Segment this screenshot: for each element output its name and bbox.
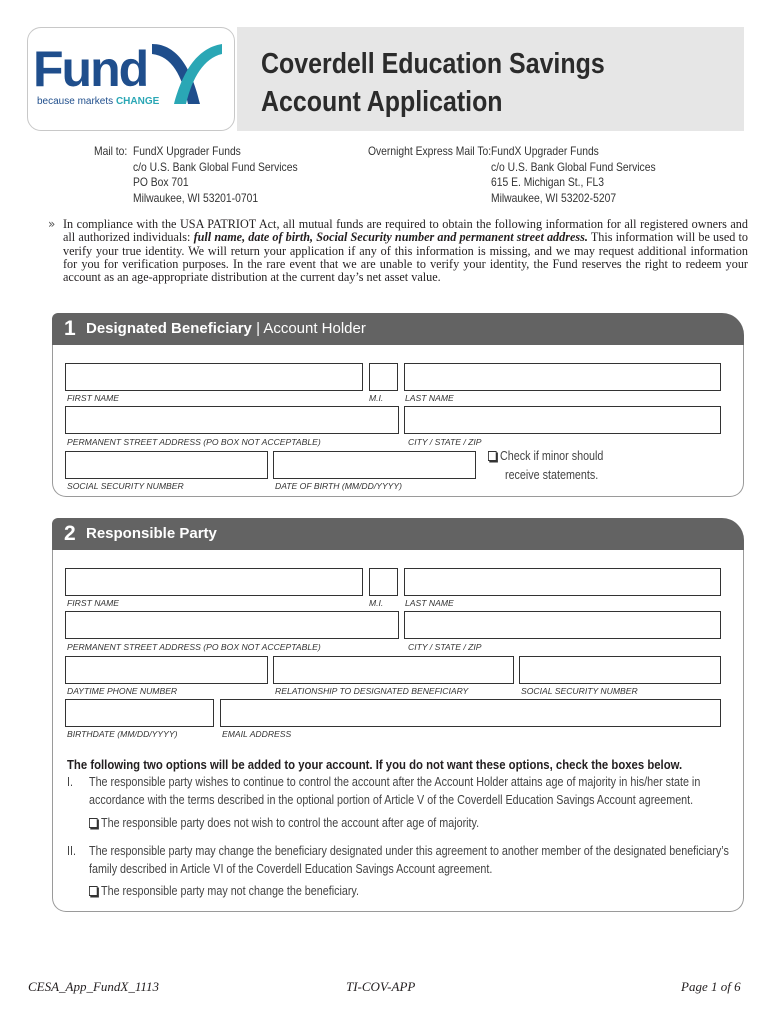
page-title [261,45,605,121]
option-1-numeral: I. [67,775,73,789]
notice-text-emphasis: full name, date of birth, Social Security number and permanent street address. [193,230,588,245]
minor-statements-line-2: receive statements. [505,468,599,482]
mail-to-line: Milwaukee, WI 53201-0701 [133,190,259,205]
responsible-first-name-label: FIRST NAME [67,598,120,608]
section-1-number: 1 [64,317,76,340]
responsible-birthdate-label: BIRTHDATE (MM/DD/YYYY) [67,729,178,739]
beneficiary-ssn-field[interactable] [65,451,268,479]
section-1-title-bold: Designated Beneficiary [86,320,252,337]
section-2-title [86,525,217,543]
title-banner [237,27,744,131]
responsible-street-field[interactable] [65,611,399,639]
beneficiary-first-name-field[interactable] [65,363,363,391]
express-mail-line: FundX Upgrader Funds [491,144,599,158]
responsible-email-label: EMAIL ADDRESS [222,729,292,739]
responsible-ssn-field[interactable] [519,656,721,684]
express-mail-label: Overnight Express Mail To: [368,144,492,158]
option-2-checkbox-row [89,883,359,901]
mail-to-line: c/o U.S. Bank Global Fund Services [133,159,298,174]
responsible-ssn-label: SOCIAL SECURITY NUMBER [521,686,638,696]
section-2-header [52,518,744,550]
beneficiary-dob-label: DATE OF BIRTH (MM/DD/YYYY) [275,481,403,491]
mail-to-label: Mail to: [94,144,128,158]
option-1-line-2: accordance with the terms described in the optional portion of Article V of the Coverdell Education Savings Account agreement. [89,792,694,807]
beneficiary-last-name-label: LAST NAME [405,393,454,403]
logo-x-mark [148,40,226,108]
responsible-birthdate-field[interactable] [65,699,214,727]
option-2-line-2: family described in Article VI of the Coverdell Education Savings Account agreement. [89,861,493,876]
logo-tagline [37,96,159,108]
responsible-relationship-field[interactable] [273,656,514,684]
tagline-prefix: because markets [37,96,114,107]
beneficiary-ssn-label: SOCIAL SECURITY NUMBER [67,481,184,491]
responsible-mi-label: M.I. [369,598,384,608]
beneficiary-dob-field[interactable] [273,451,476,479]
responsible-street-label: PERMANENT STREET ADDRESS (PO BOX NOT ACCEPTABLE) [67,642,321,652]
express-mail-line: c/o U.S. Bank Global Fund Services [491,159,656,174]
option-2-checkbox[interactable] [89,886,98,896]
express-mail-line: 615 E. Michigan St., FL3 [491,175,605,189]
section-1-header [52,313,744,345]
notice-text [63,218,748,284]
express-mail-address [491,144,656,206]
minor-statements-checkbox[interactable] [488,451,497,461]
section-2-number: 2 [64,522,76,545]
title-line-1: Coverdell Education Savings [261,48,605,80]
logo-wordmark: Fund [33,41,148,97]
notice-text-before: In compliance with the USA PATRIOT Act, all mutual funds are required to obtain the following information for all registered owners and all authorized individuals: [63,217,748,245]
patriot-act-notice [48,218,748,284]
section-1-title-normal: Account Holder [263,320,366,337]
beneficiary-street-field[interactable] [65,406,399,434]
tagline-emphasis: CHANGE [115,96,160,107]
responsible-first-name-field[interactable] [65,568,363,596]
option-2-line-1: The responsible party may change the beneficiary designated under this agreement to another member of the designated beneficiary’s [89,844,729,858]
mail-to-address [133,144,298,206]
beneficiary-street-label: PERMANENT STREET ADDRESS (PO BOX NOT ACCEPTABLE) [67,437,321,447]
mail-to-line: FundX Upgrader Funds [133,144,241,158]
responsible-city-field[interactable] [404,611,721,639]
option-1-text [89,774,700,809]
beneficiary-city-field[interactable] [404,406,721,434]
footer-page-number: Page 1 of 6 [681,979,741,994]
responsible-last-name-label: LAST NAME [405,598,454,608]
responsible-relationship-label: RELATIONSHIP TO DESIGNATED BENEFICIARY [275,686,469,696]
option-1-checkbox-row [89,815,479,833]
footer-document-id: TI-COV-APP [346,979,416,994]
responsible-mi-field[interactable] [369,568,398,596]
option-1-checkbox-label: The responsible party does not wish to control the account after age of majority. [101,816,480,830]
section-1-title [86,320,366,338]
section-1-separator: | [251,320,264,337]
chevron-right-icon: » [48,217,56,231]
responsible-phone-field[interactable] [65,656,268,684]
beneficiary-mi-field[interactable] [369,363,398,391]
responsible-email-field[interactable] [220,699,721,727]
option-2-checkbox-label: The responsible party may not change the beneficiary. [101,884,359,898]
footer-form-code: CESA_App_FundX_1113 [28,979,159,994]
notice-text-after: This information will be used to verify your true identity. We will return your application if any of this information is missing, and we may request additional information for you for verification purposes. In the rare event that we are unable to verify your identity, the Fund reserves the right to redeem your account as an age-appropriate distribution at the current day’s net asset value. [63,230,748,285]
express-mail-line: Milwaukee, WI 53202-5207 [491,190,617,205]
minor-statements-line-1: Check if minor should [500,449,604,463]
options-heading: The following two options will be added to your account. If you do not want these options, check the boxes below. [67,757,683,772]
responsible-phone-label: DAYTIME PHONE NUMBER [67,686,178,696]
beneficiary-last-name-field[interactable] [404,363,721,391]
minor-statements-option [488,448,603,465]
option-2-numeral: II. [67,844,76,858]
mail-to-line: PO Box 701 [133,175,189,189]
responsible-last-name-field[interactable] [404,568,721,596]
section-2-title-bold: Responsible Party [86,525,217,542]
beneficiary-mi-label: M.I. [369,393,384,403]
beneficiary-first-name-label: FIRST NAME [67,393,120,403]
beneficiary-city-label: CITY / STATE / ZIP [408,437,482,447]
option-2-text [89,843,729,878]
responsible-city-label: CITY / STATE / ZIP [408,642,482,652]
option-1-line-1: The responsible party wishes to continue to control the account after the Account Holder attains age of majority in his/her state in [89,775,701,789]
option-1-checkbox[interactable] [89,818,98,828]
title-line-2: Account Application [261,86,503,118]
